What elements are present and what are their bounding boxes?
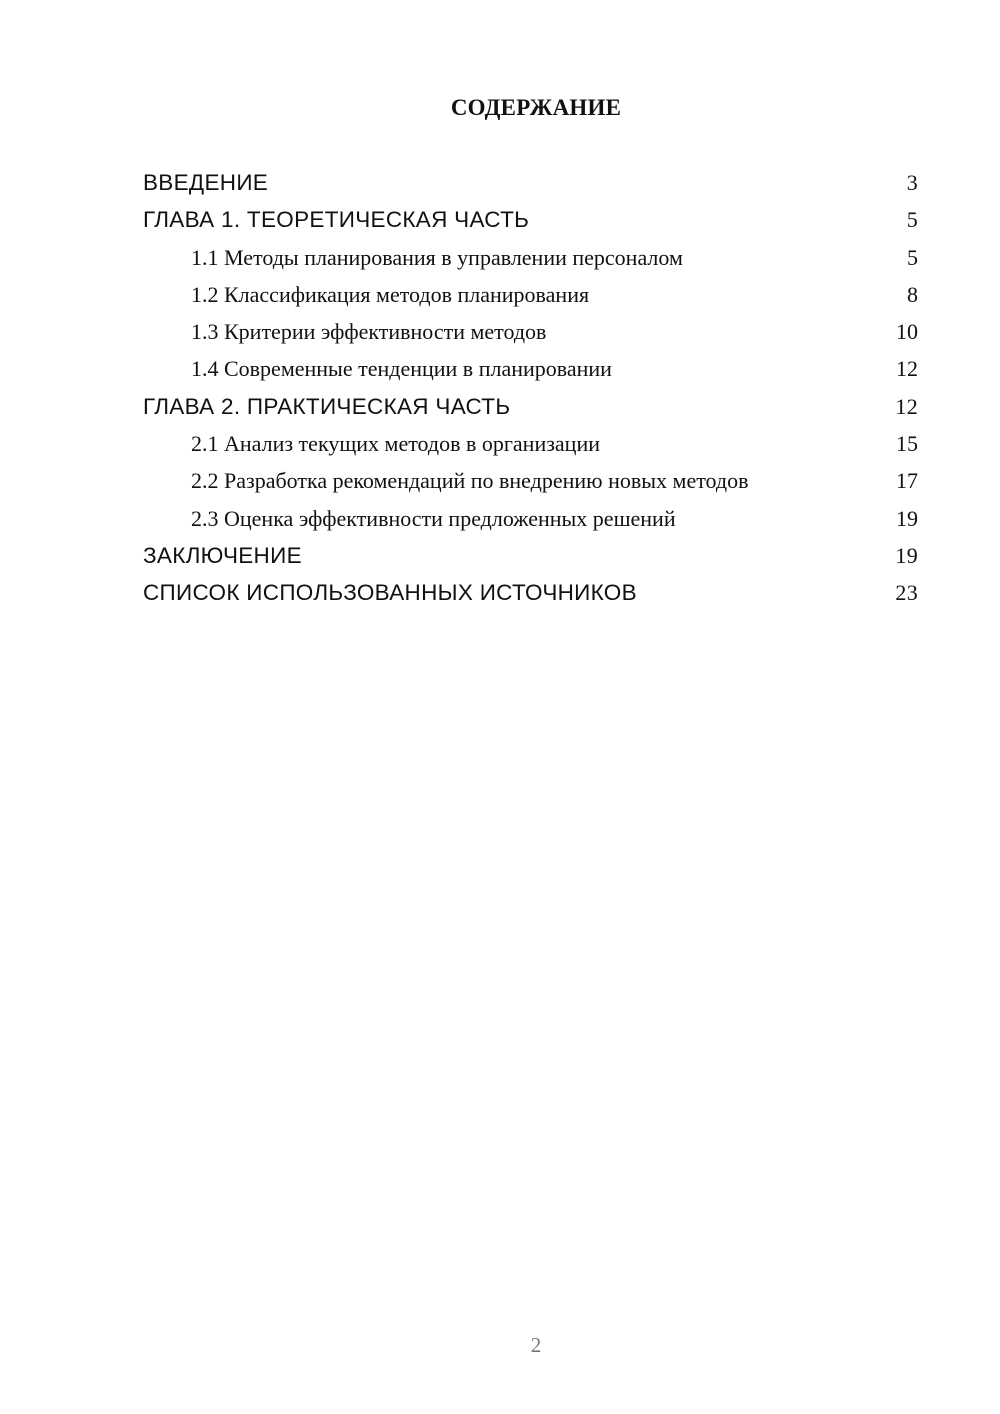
toc-entry-introduction[interactable]	[143, 170, 918, 196]
page-number: 2	[530, 1333, 542, 1357]
toc-entry-section-1-1[interactable]	[143, 245, 918, 271]
toc-entry-label: ГЛАВА 1. ТЕОРЕТИЧЕСКАЯ ЧАСТЬ	[143, 207, 530, 233]
toc-entry-page: 19	[896, 505, 918, 531]
toc-entry-label: 1.4 Современные тенденции в планировании	[191, 356, 612, 382]
toc-entry-references[interactable]	[143, 580, 918, 606]
toc-entry-section-1-3[interactable]	[143, 319, 918, 345]
toc-entry-section-1-2[interactable]	[143, 282, 918, 308]
toc-entry-label: 2.2 Разработка рекомендаций по внедрению новых методов	[191, 468, 749, 494]
toc-entry-page: 10	[896, 319, 918, 345]
toc-entry-label: СПИСОК ИСПОЛЬЗОВАННЫХ ИСТОЧНИКОВ	[143, 580, 637, 606]
toc-entry-conclusion[interactable]	[143, 543, 918, 569]
toc-entry-label: 1.1 Методы планирования в управлении персоналом	[191, 244, 683, 270]
table-of-contents	[143, 170, 918, 618]
toc-entry-page: 19	[895, 542, 918, 568]
toc-entry-label: ГЛАВА 2. ПРАКТИЧЕСКАЯ ЧАСТЬ	[143, 393, 511, 419]
toc-entry-page: 5	[907, 244, 918, 270]
toc-entry-page: 12	[896, 356, 918, 382]
toc-entry-section-1-4[interactable]	[143, 356, 918, 382]
toc-entry-page: 23	[895, 580, 918, 606]
page-title: СОДЕРЖАНИЕ	[450, 95, 622, 120]
toc-entry-label: ЗАКЛЮЧЕНИЕ	[143, 542, 302, 568]
toc-entry-label: ВВЕДЕНИЕ	[143, 170, 269, 195]
toc-entry-page: 17	[896, 468, 918, 494]
toc-entry-label: 2.1 Анализ текущих методов в организации	[191, 431, 600, 457]
toc-entry-page: 5	[906, 207, 918, 233]
toc-entry-page: 15	[896, 431, 918, 457]
toc-entry-page: 8	[907, 281, 918, 307]
toc-entry-section-2-1[interactable]	[143, 431, 918, 457]
toc-entry-section-2-3[interactable]	[143, 506, 918, 532]
toc-entry-section-2-2[interactable]	[143, 468, 918, 494]
toc-entry-label: 2.3 Оценка эффективности предложенных решений	[191, 505, 676, 531]
toc-entry-label: 1.3 Критерии эффективности методов	[191, 319, 547, 345]
toc-entry-chapter-2[interactable]	[143, 394, 918, 420]
toc-entry-label: 1.2 Классификация методов планирования	[191, 281, 590, 307]
toc-entry-page: 12	[895, 393, 918, 419]
toc-entry-chapter-1[interactable]	[143, 207, 918, 233]
toc-entry-page: 3	[906, 170, 918, 195]
